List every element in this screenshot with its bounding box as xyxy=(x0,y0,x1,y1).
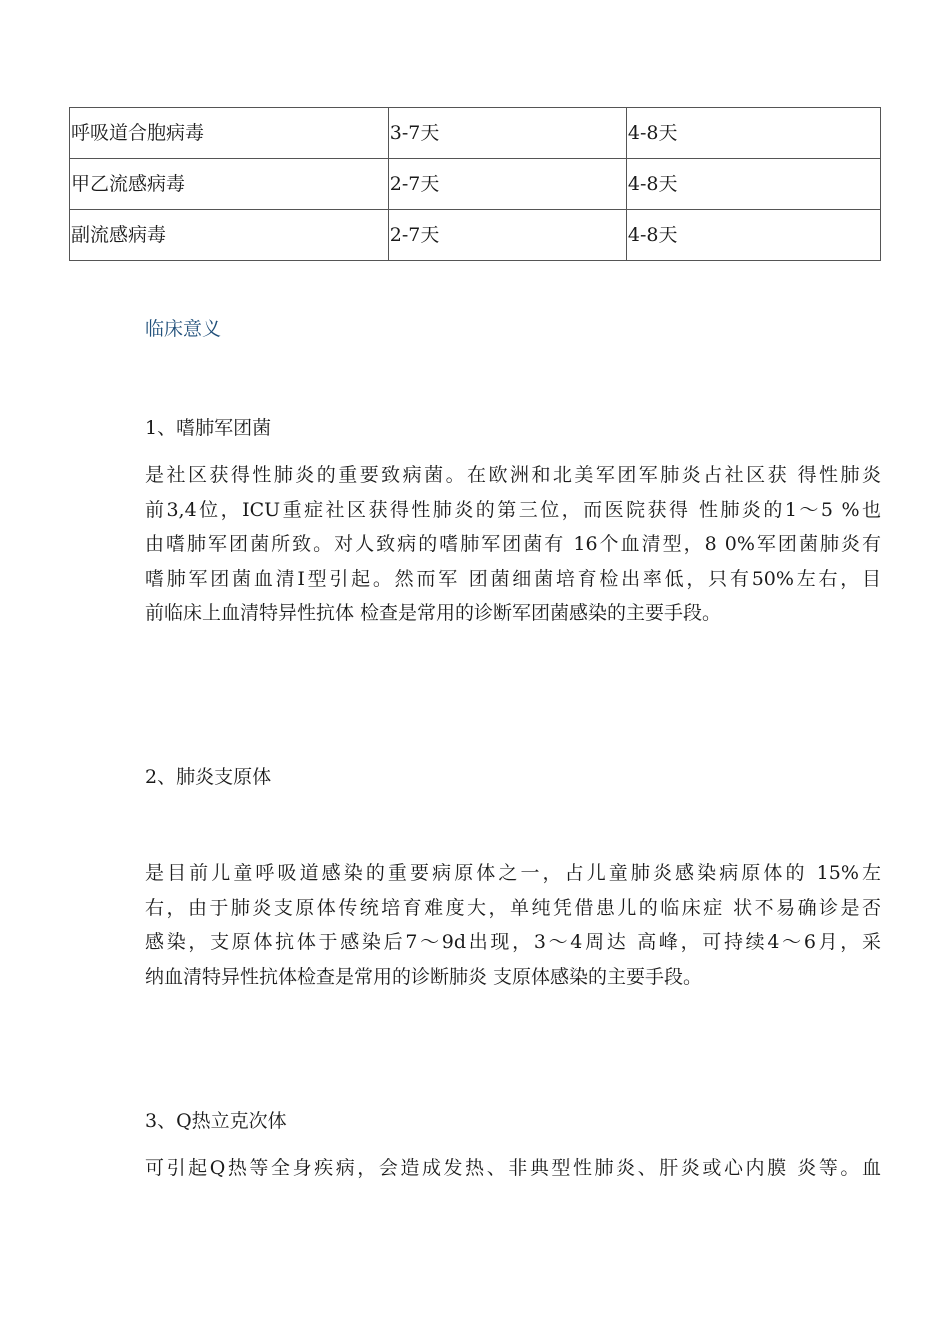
paragraph-line: 纳血清特异性抗体检查是常用的诊断肺炎 支原体感染的主要手段。 xyxy=(145,965,703,988)
table-cell-period-a: 3-7天 xyxy=(388,108,626,159)
table-cell-period-b: 4-8天 xyxy=(626,159,880,210)
paragraph-line: 嗜肺军团菌血清I型引起。然而军 团菌细菌培育检出率低，只有50%左右，目 xyxy=(145,567,881,590)
incubation-table xyxy=(69,107,881,261)
paragraph-line: 是社区获得性肺炎的重要致病菌。在欧洲和北美军团军肺炎占社区获 得性肺炎 xyxy=(145,464,881,486)
paragraph-line: 可引起Q热等全身疾病，会造成发热、非典型性肺炎、肝炎或心内膜 炎等。血 xyxy=(145,1157,881,1179)
heading-q-fever: 3、Q热立克次体 xyxy=(145,1110,287,1132)
paragraph-line: 感染，支原体抗体于感染后7〜9d出现，3〜4周达 高峰，可持续4〜6月，采 xyxy=(145,931,881,953)
table-cell-pathogen: 甲乙流感病毒 xyxy=(70,159,389,210)
table-row xyxy=(70,210,881,261)
paragraph-mycoplasma xyxy=(145,856,881,994)
paragraph-line: 前临床上血清特异性抗体 检查是常用的诊断军团菌感染的主要手段。 xyxy=(145,602,722,624)
paragraph-line: 由嗜肺军团菌所致。对人致病的嗜肺军团菌有 16个血清型，8 0%军团菌肺炎有 xyxy=(145,533,881,555)
paragraph-line: 前3,4位，ICU重症社区获得性肺炎的第三位，而医院获得 性肺炎的1〜5 %也 xyxy=(145,498,881,521)
paragraph-line: 是目前儿童呼吸道感染的重要病原体之一，占儿童肺炎感染病原体的 15%左 xyxy=(145,862,881,884)
table-cell-pathogen: 呼吸道合胞病毒 xyxy=(70,108,389,159)
table-cell-period-b: 4-8天 xyxy=(626,108,880,159)
table-cell-pathogen: 副流感病毒 xyxy=(70,210,389,261)
heading-mycoplasma: 2、肺炎支原体 xyxy=(145,766,272,788)
table-row xyxy=(70,108,881,159)
table-cell-period-a: 2-7天 xyxy=(388,210,626,261)
paragraph-legionella xyxy=(145,458,881,631)
heading-legionella: 1、嗜肺军团菌 xyxy=(145,417,272,439)
section-title-clinical-significance: 临床意义 xyxy=(145,318,222,340)
table-cell-period-a: 2-7天 xyxy=(388,159,626,210)
table-cell-period-b: 4-8天 xyxy=(626,210,880,261)
table-row xyxy=(70,159,881,210)
paragraph-q-fever xyxy=(145,1151,881,1186)
paragraph-line: 右，由于肺炎支原体传统培育难度大，单纯凭借患儿的临床症 状不易确诊是否 xyxy=(145,896,881,919)
